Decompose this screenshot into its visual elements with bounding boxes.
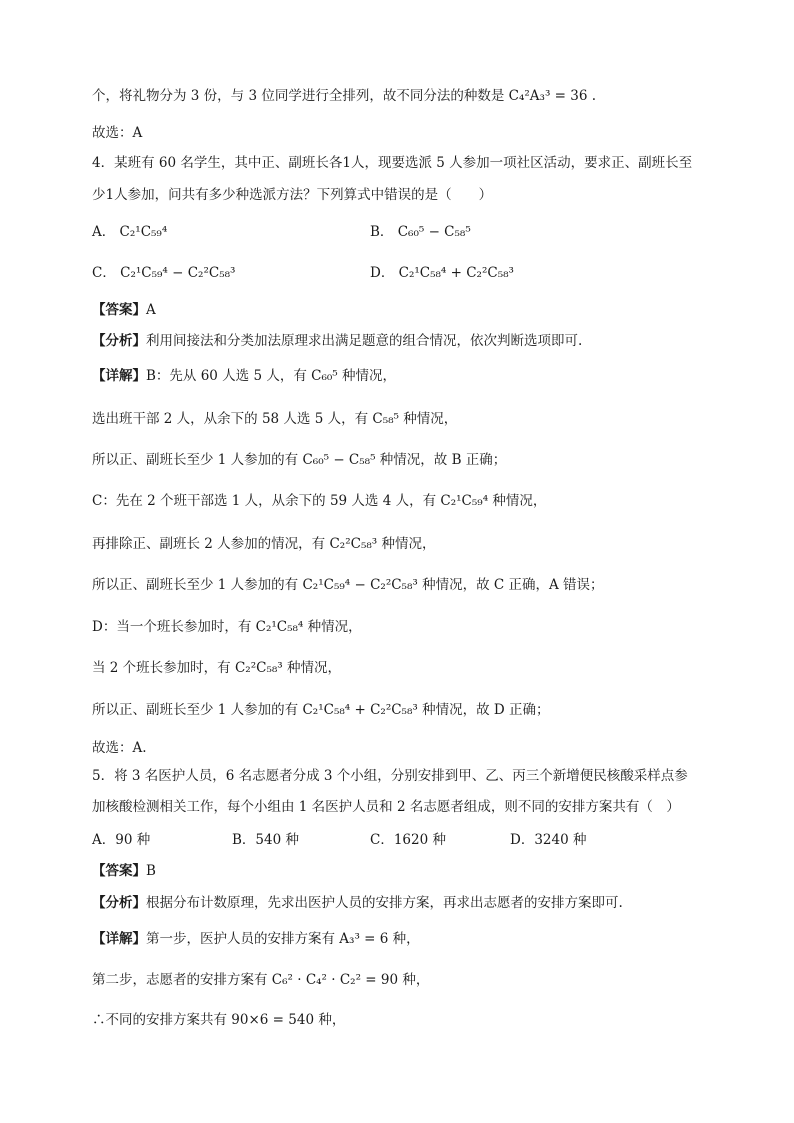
q5-analysis xyxy=(92,893,714,913)
question-4-line: 4．某班有 60 名学生，其中正、副班长各1人，现要选派 5 人参加一项社区活动，要求正、副班长至 xyxy=(92,155,693,171)
question-5-line: 5．将 3 名医护人员，6 名志愿者分成 3 个小组，分别安排到甲、乙、丙三个新增便民核酸采样点参 xyxy=(92,768,688,784)
q5-option-a: A．90 种 xyxy=(92,832,151,848)
question-4-line: 少1人参加，问共有多少种选派方法？下列算式中错误的是（ ） xyxy=(92,187,493,203)
q5-detail xyxy=(92,929,714,949)
analysis-text: 根据分布计数原理，先求出医护人员的安排方案，再求出志愿者的安排方案即可. xyxy=(146,895,623,911)
detail-line: 故选：A. xyxy=(92,740,147,756)
detail-text: 第一步，医护人员的安排方案有 A₃³ = 6 种， xyxy=(146,931,420,947)
question-5-line: 加核酸检测相关工作，每个小组由 1 名医护人员和 2 名志愿者组成，则不同的安排方案共有（ ） xyxy=(92,799,680,815)
answer-value: A xyxy=(146,302,156,318)
detail-line: 第二步，志愿者的安排方案有 C₆² · C₄² · C₂² = 90 种， xyxy=(92,972,430,988)
text-line: 故选：A xyxy=(92,125,143,141)
detail-label: 【详解】 xyxy=(92,368,146,384)
detail-text: B：先从 60 人选 5 人，有 C₆₀⁵ 种情况， xyxy=(146,368,397,384)
detail-line: 所以正、副班长至少 1 人参加的有 C₂¹C₅₉⁴ − C₂²C₅₈³ 种情况，故 C 正确，A 错误； xyxy=(92,577,604,593)
q5-option-b: B．540 种 xyxy=(232,832,299,848)
detail-line: ∴不同的安排方案共有 90×6 = 540 种， xyxy=(92,1012,346,1028)
analysis-label: 【分析】 xyxy=(92,333,146,349)
q5-option-d: D．3240 种 xyxy=(510,832,587,848)
analysis-label: 【分析】 xyxy=(92,895,146,911)
detail-line: 所以正、副班长至少 1 人参加的有 C₂¹C₅₈⁴ + C₂²C₅₈³ 种情况，故 D 正确； xyxy=(92,702,550,718)
detail-line: 所以正、副班长至少 1 人参加的有 C₆₀⁵ − C₅₈⁵ 种情况，故 B 正确； xyxy=(92,452,507,468)
q4-option-a: A． C₂¹C₅₉⁴ xyxy=(92,224,168,240)
q4-detail xyxy=(92,366,714,386)
detail-label: 【详解】 xyxy=(92,931,146,947)
analysis-text: 利用间接法和分类加法原理求出满足题意的组合情况，依次判断选项即可. xyxy=(146,333,583,349)
detail-line: 选出班干部 2 人，从余下的 58 人选 5 人，有 C₅₈⁵ 种情况， xyxy=(92,411,458,427)
answer-value: B xyxy=(146,863,156,879)
q5-answer xyxy=(92,861,714,881)
detail-line: 再排除正、副班长 2 人参加的情况，有 C₂²C₅₈³ 种情况， xyxy=(92,536,436,552)
q4-option-d: D． C₂¹C₅₈⁴ + C₂²C₅₈³ xyxy=(370,265,514,281)
answer-label: 【答案】 xyxy=(92,302,146,318)
q4-option-b: B． C₆₀⁵ − C₅₈⁵ xyxy=(370,224,471,240)
detail-line: 当 2 个班长参加时，有 C₂²C₅₈³ 种情况， xyxy=(92,660,341,676)
text-line: 个，将礼物分为 3 份，与 3 位同学进行全排列，故不同分法的种数是 C₄²A₃³ = 36 . xyxy=(92,88,597,104)
q4-answer xyxy=(92,300,714,320)
q5-option-c: C．1620 种 xyxy=(370,832,446,848)
q4-analysis xyxy=(92,331,714,351)
q4-option-c: C． C₂¹C₅₉⁴ − C₂²C₅₈³ xyxy=(92,265,236,281)
answer-label: 【答案】 xyxy=(92,863,146,879)
detail-line: D：当一个班长参加时，有 C₂¹C₅₈⁴ 种情况， xyxy=(92,619,362,635)
detail-line: C：先在 2 个班干部选 1 人，从余下的 59 人选 4 人，有 C₂¹C₅₉⁴ 种情况， xyxy=(92,493,547,509)
